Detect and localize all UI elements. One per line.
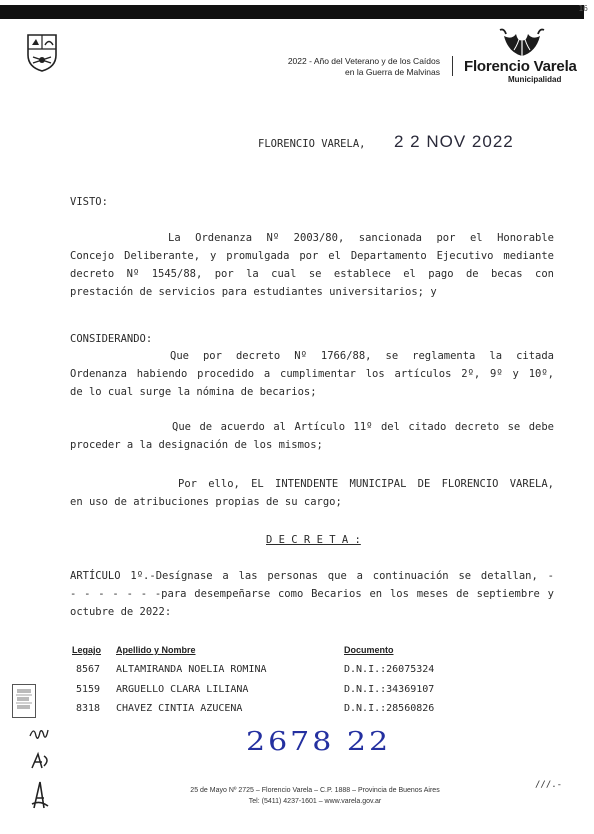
article-1-line-1: ARTÍCULO 1º.-Desígnase a las personas que a continuación se detallan, - (70, 570, 554, 582)
visto-line-4: prestación de servicios para estudiantes universitarios; y (70, 286, 437, 298)
documento-cell: D.N.I.:28560826 (344, 703, 435, 714)
nombre-cell: ALTAMIRANDA NOELIA ROMINA (116, 664, 267, 675)
visto-label: VISTO: (70, 196, 108, 208)
considerando-1-line-1: Que por decreto Nº 1766/88, se reglamenta la citada (170, 350, 554, 362)
documento-cell: D.N.I.:26075324 (344, 664, 435, 675)
decreta-heading: D E C R E T A : (266, 534, 361, 546)
scan-top-edge (0, 5, 584, 19)
year-motto-line1: 2022 - Año del Veterano y de los Caídos (287, 56, 440, 66)
visto-line-3: decreto Nº 1545/88, por la cual se establece el pago de becas con (70, 268, 554, 280)
table-row (0, 684, 594, 702)
considerando-1-line-2: Ordenanza habiendo procedido a cumplimentar los artículos 2º, 9º y 10º, (70, 368, 554, 380)
column-header-legajo: Legajo (72, 645, 102, 655)
footer-address: 25 de Mayo Nº 2725 – Florencio Varela – C.P. 1888 – Provincia de Buenos Aires (190, 787, 440, 794)
considerando-1-line-3: de lo cual surge la nómina de becarios; (70, 386, 317, 398)
visto-line-2: Concejo Deliberante, y promulgada por el Departamento Ejecutivo mediante (70, 250, 554, 262)
table-row (0, 703, 594, 721)
legajo-cell: 8567 (76, 664, 101, 675)
year-motto-line2: en la Guerra de Malvinas (345, 67, 440, 77)
considerando-2-line-2: proceder a la designación de los mismos; (70, 439, 323, 451)
documento-cell: D.N.I.:34369107 (344, 684, 435, 695)
article-1-line-3: octubre de 2022: (70, 606, 172, 618)
column-header-documento: Documento (344, 645, 394, 655)
article-1-line-2: - - - - - - -para desempeñarse como Becarios en los meses de septiembre y (70, 588, 554, 600)
margin-control-stamp (12, 684, 36, 718)
florencio-varela-logo-icon (494, 26, 550, 60)
legajo-cell: 5159 (76, 684, 101, 695)
nombre-cell: ARGUELLO CLARA LILIANA (116, 684, 249, 695)
initials-signature-1-icon (26, 722, 52, 746)
legajo-cell: 8318 (76, 703, 101, 714)
decree-number-stamp: 2678 22 (246, 726, 392, 757)
date-stamp: 2 2 NOV 2022 (394, 132, 514, 151)
visto-line-1: La Ordenanza Nº 2003/80, sancionada por el Honorable (168, 232, 554, 244)
por-ello-line-2: en uso de atribuciones propias de su cargo; (70, 496, 342, 508)
page-number: 16 (578, 4, 588, 13)
column-header-nombre: Apellido y Nombre (116, 645, 196, 655)
table-row (0, 664, 594, 682)
continuation-mark: ///.- (535, 780, 563, 790)
logo-subtitle: Municipalidad (508, 75, 562, 84)
logo-name: Florencio Varela (464, 58, 577, 75)
considerando-label: CONSIDERANDO: (70, 333, 153, 345)
city-label: FLORENCIO VARELA, (258, 138, 366, 150)
considerando-2-line-1: Que de acuerdo al Artículo 11º del citado decreto se debe (172, 421, 554, 433)
nombre-cell: CHAVEZ CINTIA AZUCENA (116, 703, 243, 714)
footer-contact: Tel: (5411) 4237-1601 – www.varela.gov.ar (248, 798, 382, 805)
header-divider (452, 56, 453, 76)
initials-signature-2-icon (28, 750, 52, 772)
por-ello-line-1: Por ello, EL INTENDENTE MUNICIPAL DE FLORENCIO VARELA, (178, 478, 554, 490)
footer (160, 785, 470, 807)
municipal-crest-icon (26, 33, 58, 73)
initials-signature-3-icon (28, 778, 50, 812)
year-motto (230, 56, 440, 78)
